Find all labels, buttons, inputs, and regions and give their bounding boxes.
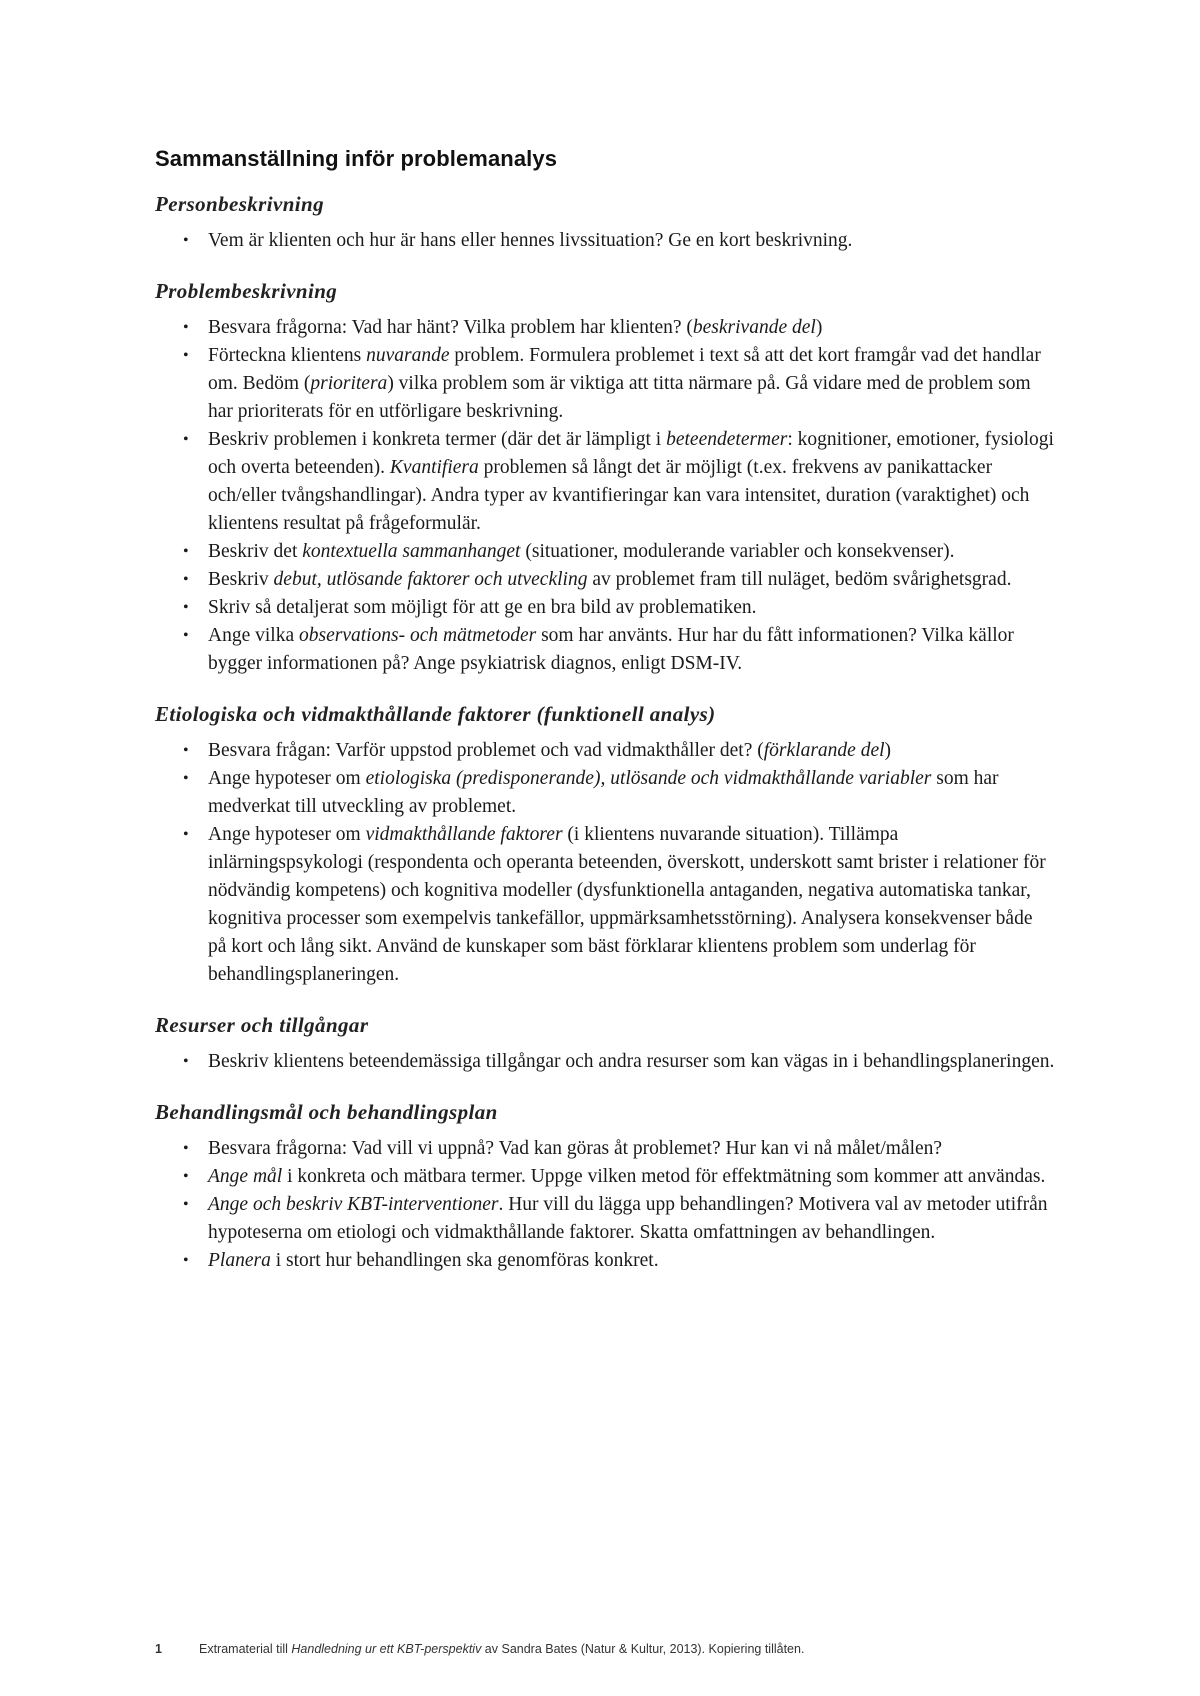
list-item — [155, 622, 1055, 678]
footer-text-after: av Sandra Bates (Natur & Kultur, 2013). Kopiering tillåten. — [481, 1642, 805, 1656]
item-text: (situationer, modulerande variabler och konsekvenser). — [520, 541, 955, 562]
list-item — [155, 1048, 1055, 1076]
emphasis-text: kontextuella sammanhanget — [302, 541, 521, 562]
list-item — [155, 1163, 1055, 1191]
footer-text-before: Extramaterial till — [199, 1642, 292, 1656]
bullet-icon: • — [183, 770, 189, 787]
item-text: : kognitioner, emotioner, fysiologi och overta beteenden). — [208, 429, 1054, 478]
bullet-icon: • — [183, 571, 189, 588]
bullet-icon: • — [183, 1140, 189, 1157]
bullet-icon: • — [183, 347, 189, 364]
list-item — [155, 821, 1055, 989]
section — [155, 702, 1055, 989]
emphasis-text: Planera — [208, 1250, 271, 1271]
item-text: Ange vilka — [208, 625, 299, 646]
section — [155, 192, 1055, 255]
item-text: som har använts. Hur har du fått informationen? Vilka källor bygger informationen på? Ange psykiatrisk diagnos, enligt DSM-IV. — [208, 625, 1014, 674]
bullet-list — [155, 1048, 1055, 1076]
page-number: 1 — [155, 1642, 162, 1656]
bullet-list — [155, 737, 1055, 989]
item-text: . Hur vill du lägga upp behandlingen? Motivera val av metoder utifrån hypoteserna om etiologi och vidmakthållande faktorer. Skatta omfattningen av behandlingen. — [208, 1194, 1048, 1243]
item-text: Beskriv det — [208, 541, 303, 562]
item-text: av problemet fram till nuläget, bedöm svårighetsgrad. — [587, 569, 1012, 590]
item-text: Beskriv klientens beteendemässiga tillgångar och andra resurser som kan vägas in i behandlingsplaneringen. — [208, 1051, 1055, 1072]
item-text: Beskriv problemen i konkreta termer (där det är lämpligt i — [208, 429, 667, 450]
emphasis-text: vidmakthållande faktorer — [365, 824, 563, 845]
emphasis-text: Kvantifiera — [389, 457, 479, 478]
emphasis-text: Ange mål — [208, 1166, 283, 1187]
list-item — [155, 314, 1055, 342]
emphasis-text: förklarande del — [763, 740, 885, 761]
item-text: ) — [815, 317, 823, 338]
emphasis-text: etiologiska (predisponerande), utlösande och vidmakthållande variabler — [365, 768, 932, 789]
section-heading: Resurser och tillgångar — [155, 1013, 369, 1037]
document-body — [155, 146, 1055, 1299]
item-text: Förteckna klientens — [208, 345, 367, 366]
item-text: problemen så långt det är möjligt (t.ex. frekvens av panikattacker och/eller tvångshandlingar). Andra typer av kvantifieringar kan vara intensitet, duration (varaktighet) och klientens resultat på frågeformulär. — [208, 457, 1030, 534]
section-heading: Personbeskrivning — [155, 192, 324, 216]
page-footer — [155, 1642, 804, 1656]
bullet-icon: • — [183, 232, 189, 249]
footer-book-title: Handledning ur ett KBT-perspektiv — [291, 1642, 482, 1656]
bullet-icon: • — [183, 742, 189, 759]
item-text: Besvara frågorna: Vad vill vi uppnå? Vad kan göras åt problemet? Hur kan vi nå målet/målen? — [208, 1138, 943, 1159]
list-item — [155, 1135, 1055, 1163]
emphasis-text: beteendetermer — [666, 429, 788, 450]
bullet-icon: • — [183, 543, 189, 560]
list-item — [155, 538, 1055, 566]
bullet-icon: • — [183, 431, 189, 448]
item-text: problem. Formulera problemet i text så att det kort framgår vad det handlar om. Bedöm ( — [208, 345, 1041, 394]
item-text: i konkreta och mätbara termer. Uppge vilken metod för effektmätning som kommer att användas. — [282, 1166, 1046, 1187]
item-text: (i klientens nuvarande situation). Tillämpa inlärningspsykologi (respondenta och operanta beteenden, överskott, underskott samt brister i relationer för nödvändig kompetens) och kognitiva modeller (dysfunktionella antaganden, negativa automatiska tankar, kognitiva processer som exempelvis tankefällor, uppmärksamhetsstörning). Analysera konsekvenser både på kort och lång sikt. Använd de kunskaper som bäst förklarar klientens problem som underlag för behandlingsplaneringen. — [208, 824, 1046, 985]
item-text: i stort hur behandlingen ska genomföras konkret. — [270, 1250, 659, 1271]
bullet-icon: • — [183, 599, 189, 616]
emphasis-text: observations- och mätmetoder — [298, 625, 537, 646]
section-heading: Etiologiska och vidmakthållande faktorer (funktionell analys) — [155, 702, 716, 726]
item-text: Besvara frågan: Varför uppstod problemet och vad vidmakthåller det? ( — [208, 740, 764, 761]
item-text: Beskriv — [208, 569, 274, 590]
section — [155, 279, 1055, 678]
bullet-icon: • — [183, 627, 189, 644]
bullet-list — [155, 1135, 1055, 1275]
list-item — [155, 1247, 1055, 1275]
item-text: ) — [884, 740, 892, 761]
section-heading: Problembeskrivning — [155, 279, 338, 303]
list-item — [155, 227, 1055, 255]
bullet-icon: • — [183, 826, 189, 843]
section — [155, 1013, 1055, 1076]
bullet-icon: • — [183, 1252, 189, 1269]
list-item — [155, 566, 1055, 594]
emphasis-text: Ange och beskriv KBT-interventioner — [208, 1194, 499, 1215]
list-item — [155, 426, 1055, 538]
emphasis-text: nuvarande — [366, 345, 450, 366]
item-text: ) vilka problem som är viktiga att titta närmare på. Gå vidare med de problem som har prioriterats för en utförligare beskrivning. — [208, 373, 1031, 422]
sections-container — [155, 192, 1055, 1275]
section — [155, 1100, 1055, 1275]
item-text: som har medverkat till utveckling av problemet. — [208, 768, 999, 817]
bullet-icon: • — [183, 319, 189, 336]
list-item — [155, 737, 1055, 765]
emphasis-text: prioritera — [310, 373, 388, 394]
emphasis-text: debut, utlösande faktorer och utveckling — [273, 569, 588, 590]
item-text: Skriv så detaljerat som möjligt för att ge en bra bild av problematiken. — [208, 597, 757, 618]
item-text: Besvara frågorna: Vad har hänt? Vilka problem har klienten? ( — [208, 317, 693, 338]
item-text: Ange hypoteser om — [208, 824, 366, 845]
item-text: Vem är klienten och hur är hans eller hennes livssituation? Ge en kort beskrivning. — [208, 230, 853, 251]
page-title: Sammanställning inför problemanalys — [155, 146, 558, 171]
list-item — [155, 594, 1055, 622]
emphasis-text: beskrivande del — [692, 317, 816, 338]
bullet-list — [155, 314, 1055, 678]
list-item — [155, 765, 1055, 821]
list-item — [155, 1191, 1055, 1247]
bullet-list — [155, 227, 1055, 255]
bullet-icon: • — [183, 1053, 189, 1070]
list-item — [155, 342, 1055, 426]
section-heading: Behandlingsmål och behandlingsplan — [155, 1100, 498, 1124]
item-text: Ange hypoteser om — [208, 768, 366, 789]
bullet-icon: • — [183, 1168, 189, 1185]
bullet-icon: • — [183, 1196, 189, 1213]
